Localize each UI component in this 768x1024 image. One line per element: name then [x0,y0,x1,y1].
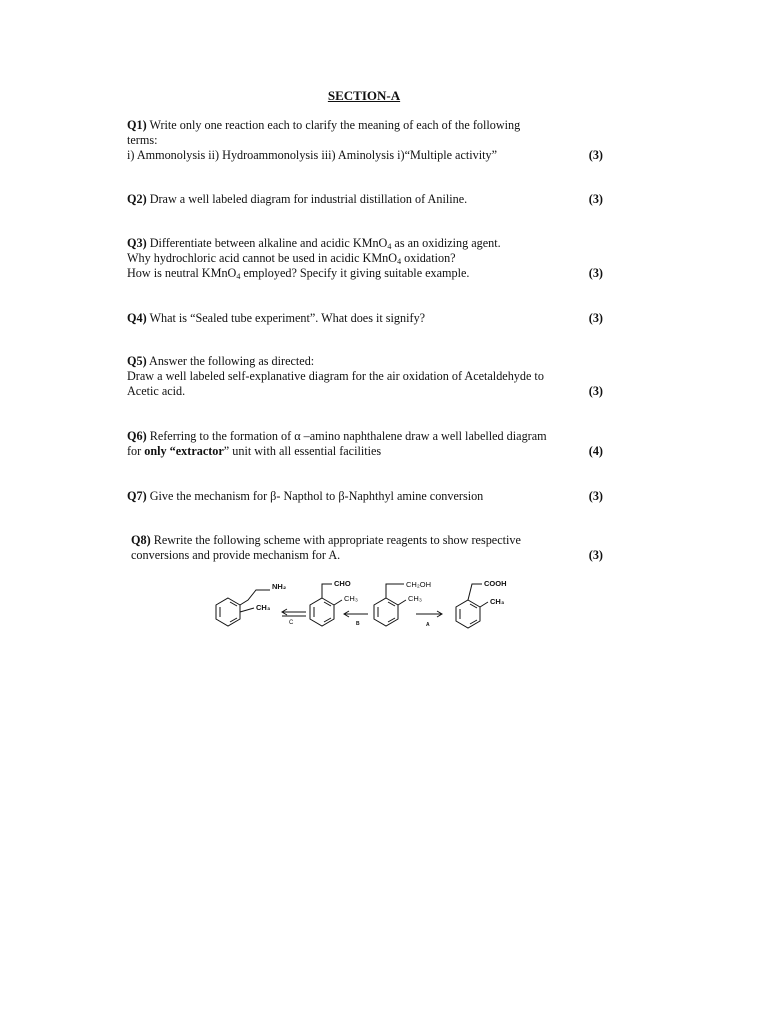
label-arrow-c: C [289,620,294,626]
q7-marks: (3) [588,489,603,503]
label-cho: CHO [334,579,351,588]
benzene-ring-2 [310,598,334,626]
q6-text-line2b: ” unit with all essential facilities [223,444,382,458]
q3-line1a: Differentiate between alkaline and acidic KMnO [146,236,388,250]
q6-text-line2a: for [127,444,145,458]
q5-marks: (3) [588,384,603,398]
q1-text-line3: i) Ammonolysis ii) Hydroammonolysis iii) Aminolysis i)“Multiple activity” [127,148,498,162]
question-6 [127,429,603,459]
q1-text-line2: terms: [127,133,158,147]
reaction-scheme [210,576,530,648]
q8-text-line2: conversions and provide mechanism for A. [131,548,341,562]
q3-line3b: employed? Specify it giving suitable example. [240,266,470,280]
methyl-bond-4 [480,602,488,607]
q3-line2b: oxidation? [401,251,456,265]
q3-marks: (3) [588,266,603,280]
methyl-bond-3 [398,600,406,605]
q7-number: Q7) [127,489,147,503]
q3-line1-sub: 4 [387,242,392,251]
arrow-b [344,611,368,617]
question-7 [127,489,603,504]
label-ch3-2: CH₃ [344,594,358,603]
q6-text-line2-bold: only “extractor [144,444,224,458]
question-8 [131,533,603,563]
section-title: SECTION-A [327,88,401,103]
benzene-ring-1 [216,598,240,626]
q7-text: Give the mechanism for β- Napthol to β-Naphthyl amine conversion [146,489,484,503]
q4-number: Q4) [127,311,147,325]
aldehyde-chain [322,584,332,598]
arrow-a [416,611,442,617]
question-1 [127,118,603,163]
q3-line2a: Why hydrochloric acid cannot be used in acidic KMnO [127,251,398,265]
benzene-ring-3 [374,598,398,626]
q8-number: Q8) [131,533,151,547]
q6-text-line1: Referring to the formation of α –amino naphthalene draw a well labelled diagram [146,429,547,443]
arrow-c [282,609,306,616]
hydroxymethyl-chain [386,584,404,598]
q5-text-line3: Acetic acid. [127,384,186,398]
q2-marks: (3) [588,192,603,206]
q3-line3a: How is neutral KMnO [127,266,237,280]
q8-marks: (3) [588,548,603,562]
label-cooh: COOH [484,579,507,588]
q8-text-line1: Rewrite the following scheme with appropriate reagents to show respective [150,533,521,547]
label-ch2oh: CH₂OH [406,580,431,589]
methyl-bond-2 [334,600,342,605]
q5-text-line1: Answer the following as directed: [146,354,315,368]
label-nh2: NH₂ [272,582,287,591]
q4-marks: (3) [588,311,603,325]
q3-line1b: as an oxidizing agent. [391,236,501,250]
q6-number: Q6) [127,429,147,443]
benzene-ring-4 [456,600,480,628]
question-5 [127,354,603,399]
label-ch3-1: CH₃ [256,603,271,612]
q3-number: Q3) [127,236,147,250]
question-3 [127,236,603,281]
q6-marks: (4) [588,444,603,458]
label-arrow-b: B [356,621,360,627]
label-ch3-4: CH₃ [490,597,505,606]
q1-marks: (3) [588,148,603,162]
methyl-bond-1 [240,608,254,612]
question-4 [127,311,603,326]
q3-line2-sub: 4 [397,257,402,266]
q2-text: Draw a well labeled diagram for industrial distillation of Aniline. [146,192,468,206]
q5-text-line2: Draw a well labeled self-explanative diagram for the air oxidation of Acetaldehyde to [127,369,544,383]
q1-text-line1: Write only one reaction each to clarify the meaning of each of the following [146,118,521,132]
carboxyl-chain [468,584,482,600]
label-arrow-a: A [426,622,430,628]
label-ch3-3: CH₃ [408,594,422,603]
q5-number: Q5) [127,354,147,368]
q2-number: Q2) [127,192,147,206]
q3-line3-sub: 4 [236,272,241,281]
q1-number: Q1) [127,118,147,132]
q4-text: What is “Sealed tube experiment”. What does it signify? [146,311,426,325]
question-2 [127,192,603,207]
